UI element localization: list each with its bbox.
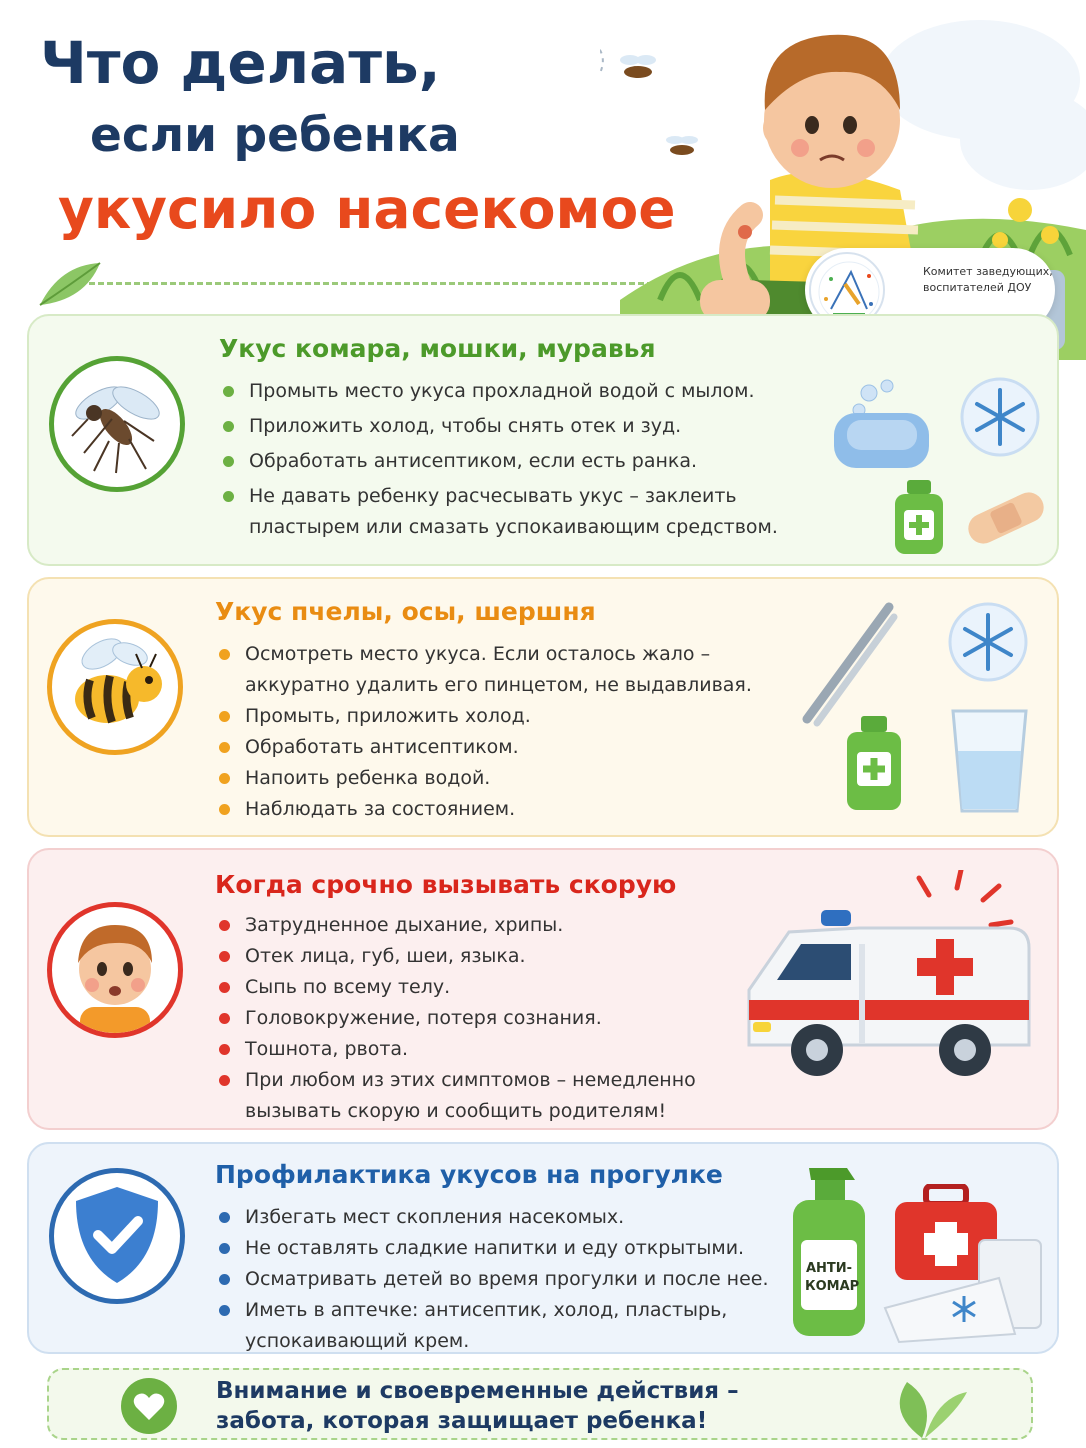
sick-child-icon (52, 907, 178, 1033)
shield-check-icon (54, 1173, 180, 1299)
spray-label: АНТИ- КОМАР (805, 1261, 860, 1294)
list-item: Сыпь по всему телу. (215, 972, 696, 1003)
bee-steps-list (215, 639, 752, 825)
emergency-symptoms-list (215, 910, 696, 1127)
list-item: Приложить холод, чтобы снять отек и зуд. (219, 411, 778, 442)
footer-message: Внимание и своевременные действия – забота, которая защищает ребенка! (216, 1378, 739, 1434)
committee-name: Комитет заведующих, воспитателей ДОУ (923, 265, 1053, 294)
list-item: Не оставлять сладкие напитки и еду открытыми. (215, 1233, 769, 1264)
title-line-2: если ребенка (90, 108, 460, 163)
leaves-icon (30, 255, 110, 315)
antiseptic-bottle-icon (841, 714, 907, 814)
tweezers-icon (789, 599, 899, 729)
snowflake-icon (959, 376, 1041, 458)
list-item: При любом из этих симптомов – немедленно (215, 1065, 696, 1096)
list-item: Осмотреть место укуса. Если осталось жало – (215, 639, 752, 670)
list-item: Напоить ребенка водой. (215, 763, 752, 794)
ambulance-icon (739, 870, 1039, 1100)
list-item: Наблюдать за состоянием. (215, 794, 752, 825)
mosquito-icon (54, 361, 180, 487)
title-line-1: Что делать, (40, 29, 441, 97)
bee-icon (52, 624, 178, 750)
prevention-list (215, 1202, 769, 1357)
heart-icon (119, 1376, 179, 1436)
list-item: Отек лица, губ, шеи, языка. (215, 941, 696, 972)
title-line-3: укусило насекомое (58, 177, 676, 241)
list-item: Избегать мест скопления насекомых. (215, 1202, 769, 1233)
shield-circle (49, 1168, 185, 1304)
section-title: Когда срочно вызывать скорую (215, 870, 677, 899)
prevention-card (27, 1142, 1059, 1354)
list-item-continuation: успокаивающий крем. (245, 1330, 470, 1352)
mosquito-circle (49, 356, 185, 492)
repellent-spray-icon (781, 1158, 876, 1338)
list-item: Осматривать детей во время прогулки и после нее. (215, 1264, 769, 1295)
title-divider (80, 282, 680, 285)
plaster-icon (961, 488, 1051, 548)
section-title: Профилактика укусов на прогулке (215, 1160, 723, 1189)
list-item: Иметь в аптечке: антисептик, холод, пластырь, (215, 1295, 769, 1326)
list-item-continuation: пластырем или смазать успокаивающим средством. (249, 516, 778, 538)
section-title: Укус пчелы, осы, шершня (215, 597, 596, 626)
list-item: Обработать антисептиком, если есть ранка. (219, 446, 778, 477)
snowflake-icon (947, 601, 1029, 683)
list-item: Затрудненное дыхание, хрипы. (215, 910, 696, 941)
footer-banner (47, 1368, 1033, 1440)
antiseptic-bottle-icon (889, 478, 949, 558)
soap-icon (829, 378, 939, 478)
bee-sting-card (27, 577, 1059, 837)
leaves-icon (867, 1372, 977, 1440)
list-item-continuation: аккуратно удалить его пинцетом, не выдавливая. (245, 674, 752, 696)
sick-child-circle (47, 902, 183, 1038)
list-item: Головокружение, потеря сознания. (215, 1003, 696, 1034)
ambulance-card (27, 848, 1059, 1130)
mosquito-bite-card (27, 314, 1059, 566)
bee-circle (47, 619, 183, 755)
list-item: Промыть, приложить холод. (215, 701, 752, 732)
mosquito-steps-list (219, 376, 778, 543)
cream-tube-icon (879, 1238, 1049, 1348)
list-item: Тошнота, рвота. (215, 1034, 696, 1065)
section-title: Укус комара, мошки, муравья (219, 334, 656, 363)
mosquito-small-icon (620, 55, 656, 78)
list-item: Обработать антисептиком. (215, 732, 752, 763)
water-glass-icon (947, 707, 1032, 817)
list-item-continuation: вызывать скорую и сообщить родителям! (245, 1100, 667, 1122)
list-item: Промыть место укуса прохладной водой с мылом. (219, 376, 778, 407)
list-item: Не давать ребенку расчесывать укус – заклеить (219, 481, 778, 512)
page-title (40, 25, 680, 247)
